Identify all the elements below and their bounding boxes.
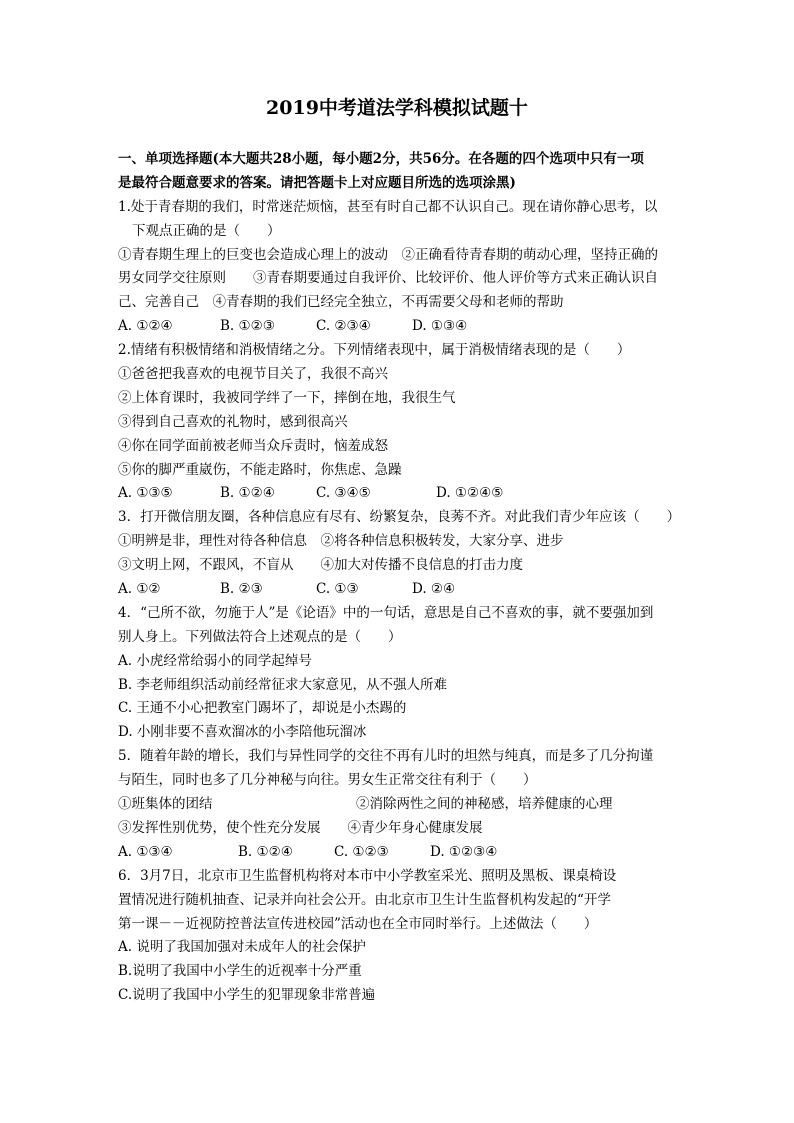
q4-option-b: B. 李老师组织活动前经常征求大家意见，从不强人所难 (118, 676, 448, 693)
q5-option-a: A. ①③④ (118, 843, 173, 860)
q4-stem-line-2: 别人身上。下列做法符合上述观点的是（ ） (118, 628, 402, 645)
q6-stem-line-1: 6．3月7日，北京市卫生监督机构将对本市中小学教室采光、照明及黑板、课桌椅设 (118, 867, 617, 884)
q5-option-c: C. ①②③ (334, 843, 389, 860)
q1-option-d: D. ①③④ (412, 318, 468, 335)
question-1 (118, 196, 682, 339)
q3-option-c: C. ①③ (316, 581, 359, 598)
q4-option-c: C. 王通不小心把教室门踢坏了，却说是小杰踢的 (118, 700, 407, 717)
q1-option-a: A. ①②④ (118, 318, 173, 335)
question-6 (118, 865, 682, 1008)
q6-option-a: A. 说明了我国加强对未成年人的社会保护 (118, 939, 366, 956)
q2-statement-4: ④你在同学面前被老师当众斥责时，恼羞成怒 (118, 437, 388, 454)
q5-statement-line-2: ③发挥性别优势，使个性充分发展 ④青少年身心健康发展 (118, 819, 483, 836)
q2-option-b: B. ①②④ (220, 485, 275, 502)
question-5 (118, 745, 682, 864)
q2-statement-3: ③得到自己喜欢的礼物时，感到很高兴 (118, 413, 348, 430)
q3-statement-line-1: ①明辨是非，理性对待各种信息 ②将各种信息积极转发，大家分享、进步 (118, 533, 564, 550)
q2-statement-1: ①爸爸把我喜欢的电视节目关了，我很不高兴 (118, 366, 388, 383)
q6-stem-line-2: 置情况进行随机抽查、记录并向社会公开。由北京市卫生计生监督机构发起的“开学 (118, 891, 611, 908)
q6-option-c: C.说明了我国中小学生的犯罪现象非常普遍 (118, 987, 376, 1004)
q3-option-d: D. ②④ (412, 581, 456, 598)
section-heading-line-2: 是最符合题意要求的答案。请把答题卡上对应题目所选的选项涂黑) (118, 174, 516, 191)
q1-statement-line-1: ①青春期生理上的巨变也会造成心理上的波动 ②正确看待青春期的萌动心理，坚持正确的 (118, 246, 658, 263)
q1-stem-line-2: 下观点正确的是（ ） (132, 222, 281, 239)
q5-stem-line-1: 5．随着年龄的增长，我们与异性同学的交往不再有儿时的坦然与纯真，而是多了几分拘谨 (118, 748, 654, 765)
q2-option-c: C. ③④⑤ (316, 485, 371, 502)
q1-option-c: C. ②③④ (316, 318, 371, 335)
q3-option-a: A. ①② (118, 581, 161, 598)
q2-option-d: D. ①②④⑤ (436, 485, 504, 502)
section-heading-line-1: 一、单项选择题(本大题共28小题，每小题2分，共56分。在各题的四个选项中只有一项 (118, 151, 644, 167)
q5-statement-1: ①班集体的团结 (118, 796, 213, 813)
q3-statement-line-2: ③文明上网，不跟风，不盲从 ④加大对传播不良信息的打击力度 (118, 557, 523, 574)
q6-option-b: B.说明了我国中小学生的近视率十分严重 (118, 963, 362, 980)
q5-option-d: D. ①②③④ (430, 843, 498, 860)
q4-option-d: D. 小刚非要不喜欢溜冰的小李陪他玩溜冰 (118, 724, 367, 741)
q6-stem-line-3: 第一课－－近视防控普法宣传进校园”活动也在全市同时举行。上述做法（ ） (118, 915, 598, 932)
q1-options (118, 315, 682, 339)
q5-stem-line-2: 与陌生，同时也多了几分神秘与向往。男女生正常交往有利于（ ） (118, 772, 537, 789)
q1-statement-line-3: 己、完善自己 ④青春期的我们已经完全独立，不再需要父母和老师的帮助 (118, 294, 564, 311)
q1-option-b: B. ①②③ (220, 318, 275, 335)
q4-option-a: A. 小虎经常给弱小的同学起绰号 (118, 652, 312, 669)
question-4 (118, 602, 682, 745)
q3-stem: 3．打开微信朋友圈，各种信息应有尽有、纷繁复杂，良莠不齐。对此我们青少年应该（ ） (118, 509, 681, 526)
page-title: 2019中考道法学科模拟试题十 (266, 97, 528, 119)
q2-statement-5: ⑤你的脚严重崴伤，不能走路时，你焦虑、急躁 (118, 461, 402, 478)
exam-content (118, 148, 682, 1008)
question-3 (118, 506, 682, 602)
q2-statement-2: ②上体育课时，我被同学绊了一下，摔倒在地，我很生气 (118, 389, 456, 406)
q2-stem: 2.情绪有积极情绪和消极情绪之分。下列情绪表现中，属于消极情绪表现的是（ ） (118, 342, 631, 359)
q1-statement-line-2: 男女同学交往原则 ③青春期要通过自我评价、比较评价、他人评价等方式来正确认识自 (118, 270, 658, 287)
q1-stem-line-1: 1.处于青春期的我们，时常迷茫烦恼，甚至有时自己都不认识自己。现在请你静心思考，以 (118, 198, 658, 215)
q5-options (118, 841, 682, 865)
q3-option-b: B. ②③ (220, 581, 263, 598)
q5-statement-2: ②消除两性之间的神秘感，培养健康的心理 (356, 796, 613, 813)
q2-option-a: A. ①③⑤ (118, 485, 173, 502)
question-2 (118, 339, 682, 506)
q5-statement-line-1 (118, 793, 682, 817)
q2-options (118, 482, 682, 506)
q5-option-b: B. ①②④ (238, 843, 293, 860)
q3-options (118, 578, 682, 602)
q4-stem-line-1: 4．“己所不欲，勿施于人”是《论语》中的一句话，意思是自己不喜欢的事，就不要强加到 (118, 604, 654, 621)
